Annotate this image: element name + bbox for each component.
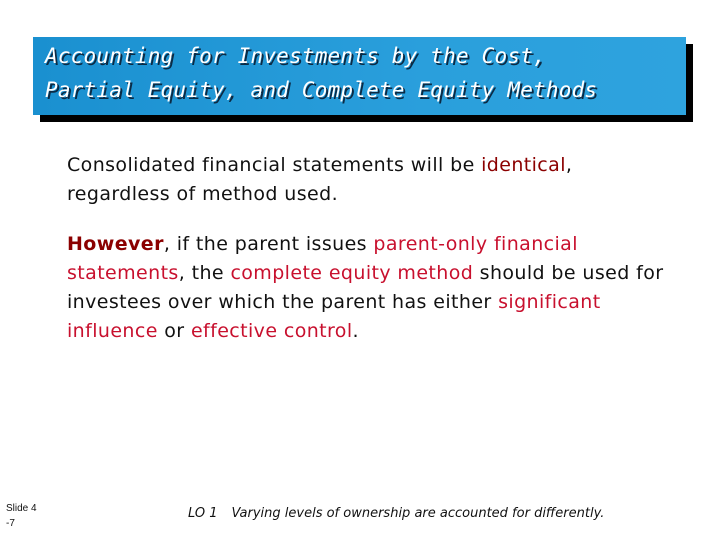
effective-control-highlight: effective control — [190, 320, 353, 342]
para2-text-2: , if the parent issues — [163, 233, 374, 255]
para1-text-4: regardless of method used. — [67, 183, 339, 205]
learning-objective-label: LO 1 — [188, 506, 218, 521]
slide-number-line-1: Slide 4 — [6, 503, 37, 514]
slide-title — [33, 37, 686, 115]
title-line-2: Partial Equity, and Complete Equity Methods — [45, 78, 598, 102]
para2-text-8: or — [157, 320, 191, 342]
however-highlight: However — [67, 233, 164, 255]
para2-text-4: , the — [178, 262, 231, 284]
title-line-1: Accounting for Investments by the Cost, — [45, 44, 546, 68]
para1-text-3: , — [565, 154, 573, 176]
slide-number — [6, 501, 37, 531]
paragraph-however — [67, 230, 667, 346]
footer-text: Varying levels of ownership are accounted for differently. — [231, 506, 605, 521]
complete-equity-method-highlight: complete equity method — [230, 262, 474, 284]
identical-highlight: identical — [481, 154, 566, 176]
significant-influence-highlight: significant influence — [67, 291, 601, 342]
para2-text-10: . — [352, 320, 359, 342]
parent-only-statements-highlight: parent-only financial statements — [67, 233, 578, 284]
para2-text-6: should be used for investees over which the parent has either — [67, 262, 664, 313]
para1-text-1: Consolidated financial statements will be — [67, 154, 482, 176]
paragraph-consolidated — [67, 151, 667, 209]
slide-number-line-2: -7 — [6, 518, 15, 529]
footer — [188, 506, 604, 521]
